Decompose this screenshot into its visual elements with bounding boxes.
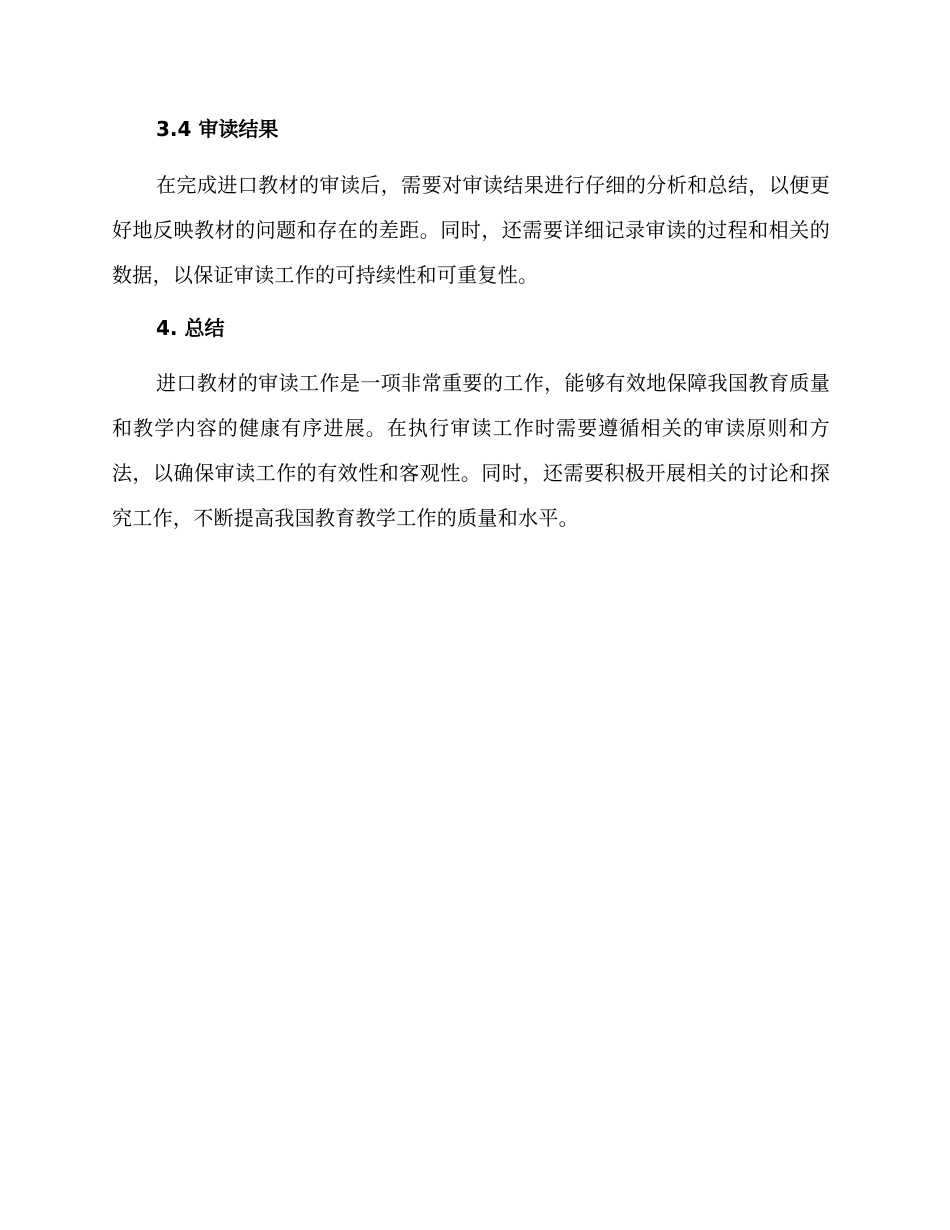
section-paragraph-summary: 进口教材的审读工作是一项非常重要的工作，能够有效地保障我国教育质量和教学内容的健康有序进展。在执行审读工作时需要遵循相关的审读原则和方法，以确保审读工作的有效性和客观性。同时，还需要积极开展相关的讨论和探究工作，不断提高我国教育教学工作的质量和水平。: [112, 371, 830, 530]
section-paragraph-review-results: 在完成进口教材的审读后，需要对审读结果进行仔细的分析和总结，以便更好地反映教材的问题和存在的差距。同时，还需要详细记录审读的过程和相关的数据，以保证审读工作的可持续性和可重复性。: [112, 173, 830, 287]
section-heading-summary: 4. 总结: [156, 316, 225, 340]
document-content: [112, 112, 830, 541]
section-heading-review-results: 3.4 审读结果: [156, 117, 279, 141]
